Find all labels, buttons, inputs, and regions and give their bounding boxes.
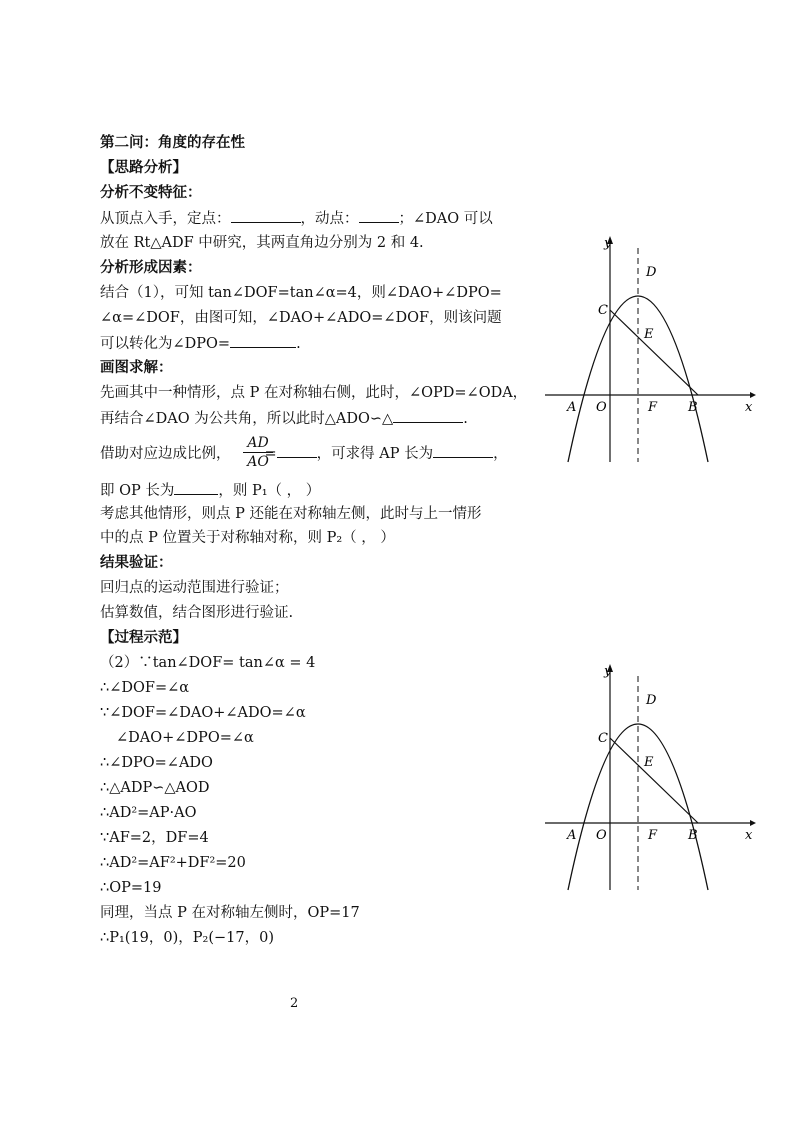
line-9	[100, 480, 320, 501]
text: .	[296, 336, 301, 352]
line-11: 中的点 P 位置关于对称轴对称，则 P₂（ ， ）	[100, 530, 395, 546]
text: =	[264, 446, 277, 462]
proof-line-11: 同理，当点 P 在对称轴左侧时，OP=17	[100, 905, 360, 921]
label-e: E	[644, 327, 654, 342]
answer-blank	[231, 208, 301, 223]
fraction-denominator: AO	[247, 454, 269, 470]
fraction-ad-ao	[243, 434, 273, 471]
sub-factors: 分析形成因素：	[100, 259, 202, 276]
text: 可以转化为∠DPO=	[100, 336, 231, 352]
x-axis-arrow	[750, 820, 756, 826]
line-13: 估算数值，结合图形进行验证.	[100, 605, 294, 621]
label-f: F	[648, 400, 658, 415]
proof-line-5: ∴∠DPO=∠ADO	[100, 755, 213, 771]
parabola-figure-top	[540, 230, 770, 470]
label-e: E	[644, 755, 654, 770]
label-a: A	[567, 828, 577, 843]
text: ，则 P₁（ ， ）	[218, 483, 321, 499]
fraction-numerator: AD	[243, 434, 273, 453]
text: 借助对应边成比例，	[100, 446, 231, 462]
text: ，可求得 AP 长为	[316, 446, 434, 462]
sub-invariant: 分析不变特征：	[100, 184, 202, 201]
proof-line-6: ∴△ADP∽△AOD	[100, 780, 210, 796]
segment-cb	[610, 738, 698, 823]
section-process: 【过程示范】	[100, 629, 187, 646]
section-analysis: 【思路分析】	[100, 159, 187, 176]
label-d: D	[646, 265, 657, 280]
text: 从顶点入手，定点：	[100, 211, 231, 227]
proof-line-12: ∴P₁(19，0)，P₂(−17，0)	[100, 930, 274, 946]
text: ，	[493, 446, 508, 462]
text: ；∠DAO 可以	[398, 211, 493, 227]
label-x: x	[745, 400, 753, 415]
line-2: 放在 Rt△ADF 中研究，其两直角边分别为 2 和 4.	[100, 235, 424, 251]
answer-blank	[359, 208, 399, 223]
label-c: C	[598, 303, 608, 318]
label-x: x	[745, 828, 753, 843]
text: ，动点：	[300, 211, 359, 227]
proof-line-10: ∴OP=19	[100, 880, 162, 896]
text: 再结合∠DAO 为公共角，所以此时△ADO∽△	[100, 411, 394, 427]
answer-blank	[230, 333, 296, 348]
x-axis-arrow	[750, 392, 756, 398]
proof-line-4: ∠DAO+∠DPO=∠α	[116, 730, 254, 746]
sub-draw: 画图求解：	[100, 359, 173, 376]
line-1	[100, 208, 493, 229]
label-o: O	[596, 828, 607, 843]
segment-cb	[610, 310, 698, 395]
line-10: 考虑其他情形，则点 P 还能在对称轴左侧，此时与上一情形	[100, 506, 482, 522]
line-12: 回归点的运动范围进行验证；	[100, 580, 289, 596]
label-y: y	[604, 236, 612, 251]
proof-line-3: ∵∠DOF=∠DAO+∠ADO=∠α	[100, 705, 306, 721]
text: 即 OP 长为	[100, 483, 175, 499]
line-5	[100, 333, 301, 354]
proof-line-2: ∴∠DOF=∠α	[100, 680, 190, 696]
line-7	[100, 408, 468, 429]
answer-blank	[174, 480, 218, 495]
label-c: C	[598, 731, 608, 746]
label-f: F	[648, 828, 658, 843]
label-d: D	[646, 693, 657, 708]
label-o: O	[596, 400, 607, 415]
label-b: B	[688, 400, 698, 415]
proof-line-7: ∴AD²=AP·AO	[100, 805, 197, 821]
proof-line-9: ∴AD²=AF²+DF²=20	[100, 855, 246, 871]
parabola-figure-bottom	[540, 658, 770, 898]
label-b: B	[688, 828, 698, 843]
heading: 第二问：角度的存在性	[100, 134, 245, 151]
answer-blank	[433, 443, 493, 458]
line-6: 先画其中一种情形，点 P 在对称轴右侧，此时，∠OPD=∠ODA，	[100, 385, 528, 401]
proof-line-8: ∵AF=2，DF=4	[100, 830, 209, 846]
sub-verify: 结果验证：	[100, 554, 173, 571]
text: .	[463, 411, 468, 427]
line-4: ∠α=∠DOF，由图可知，∠DAO+∠ADO=∠DOF，则该问题	[100, 310, 502, 326]
page-number: 2	[290, 996, 299, 1011]
proof-line-1: （2）∵tan∠DOF= tan∠α = 4	[100, 655, 316, 671]
line-8	[100, 443, 508, 464]
label-y: y	[604, 664, 612, 679]
label-a: A	[567, 400, 577, 415]
line-3: 结合（1），可知 tan∠DOF=tan∠α=4，则∠DAO+∠DPO=	[100, 285, 502, 301]
answer-blank	[393, 408, 463, 423]
answer-blank	[277, 443, 317, 458]
